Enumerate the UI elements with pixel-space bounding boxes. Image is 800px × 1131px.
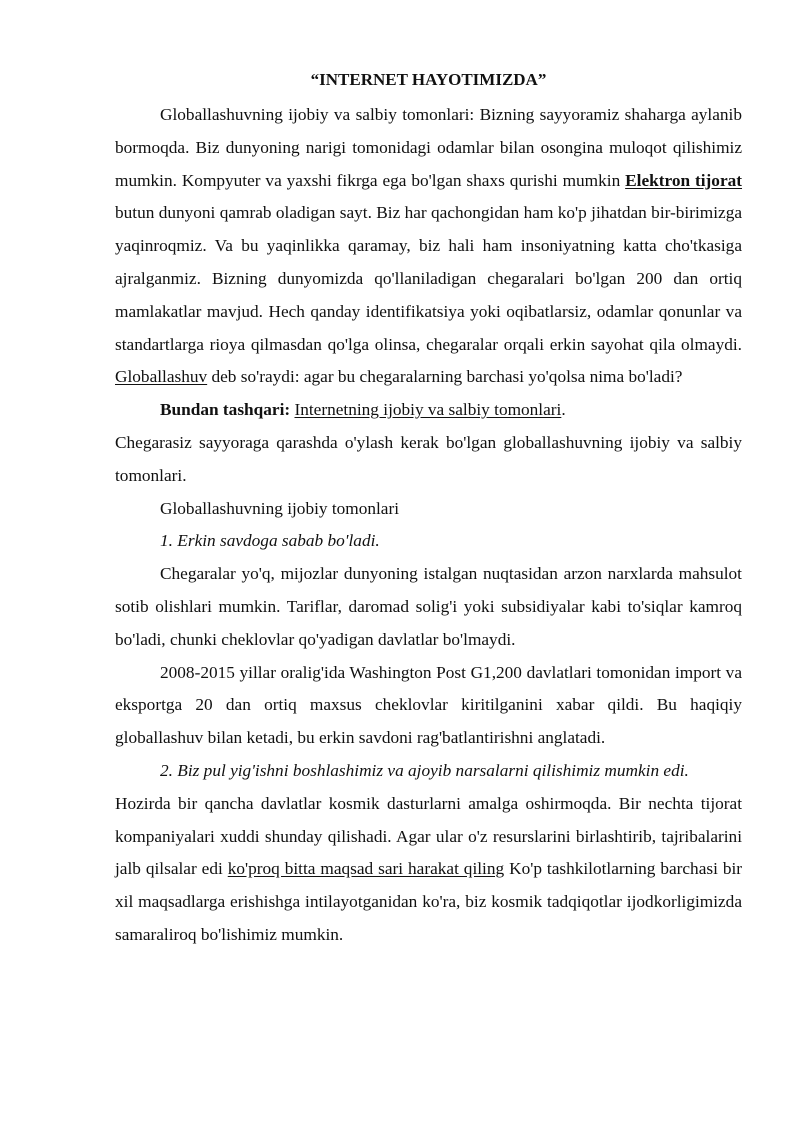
item-heading-money: 2. Biz pul yig'ishni boshlashimiz va ajoyib narsalarni qilishimiz mumkin edi. — [160, 760, 689, 780]
also-end: . — [561, 400, 566, 420]
intro-text-tail: deb so'raydi: agar bu chegaralarning barchasi yo'qolsa nima bo'ladi? — [211, 367, 683, 387]
paragraph-space-programs — [115, 788, 742, 952]
paragraph-washington-post: 2008-2015 yillar oralig'ida Washington Post G1,200 davlatlari tomonidan import va eksportga 20 dan ortiq maxsus cheklovlar kiritilganini xabar qildi. Bu haqiqiy globallashuv bilan ketadi, bu erkin savdoni rag'batlantirishni anglatadi. — [115, 662, 742, 748]
paragraph-free-trade: Chegaralar yo'q, mijozlar dunyoning istalgan nuqtasidan arzon narxlarda mahsulot sotib olishlari mumkin. Tariflar, daromad solig'i yoki subsidiyalar kabi to'siqlar kamroq bo'ladi, chunki cheklovlar qo'yadigan davlatlar bo'lmaydi. — [115, 564, 742, 649]
section-heading-positive: Globallashuvning ijobiy tomonlari — [160, 498, 400, 518]
also-label: Bundan tashqari: — [160, 400, 291, 420]
paragraph-borderless: Chegarasiz sayyoraga qarashda o'ylash kerak bo'lgan globallashuvning ijobiy va salbiy tomonlari. — [115, 432, 742, 485]
item-heading-free-trade: 1. Erkin savdoga sabab bo'ladi. — [160, 531, 380, 551]
intro-text-cont: butun dunyoni qamrab oladigan sayt. Biz har qachongidan ham ko'p jihatdan bir-birimizga yaqinroqmiz. Va bu yaqinlikka qaramay, biz hali ham insoniyatning katta cho'tkasiga ajralganmiz. Bizning dunyomizda qo'llaniladigan chegaralari bo'lgan 200 dan ortiq mamlakatlar mavjud. Hech qanday identifikatsiya yoki oqibatlarsiz, odamlar qonunlar va standartlarga rioya qilmasdan qo'lga olinsa, chegaralar orqali erkin sayohat qila olmaydi. — [115, 203, 742, 354]
page-title: “INTERNET HAYOTIMIZDA” — [310, 70, 547, 89]
space-text: Hozirda bir qancha davlatlar kosmik dasturlarni amalga oshirmoqda. Bir nechta tijorat kompaniyalari xuddi shunday qilishadi. Agar ular o'z resurslarini birlashtirib, tajribalarini jalb qilsalar edi — [115, 793, 742, 879]
internet-pros-cons-link[interactable]: Internetning ijobiy va salbiy tomonlari — [294, 400, 562, 420]
intro-text: Globallashuvning ijobiy va salbiy tomonlari: Bizning sayyoramiz shaharga aylanib bormoqda. Biz dunyoning narigi tomonidagi odamlar bilan osongina muloqot qilishimiz mumkin. Kompyuter va yaxshi fikrga ega bo'lgan shaxs qurishi mumkin — [115, 105, 742, 190]
paragraph-intro — [115, 99, 742, 394]
globallashuv-link[interactable]: Globallashuv — [115, 367, 208, 387]
elektron-tijorat-link[interactable]: Elektron tijorat — [625, 170, 743, 190]
document-page — [115, 68, 742, 952]
space-text-cont: Ko'p tashkilotlarning barchasi bir xil maqsadlarga erishishga intilayotganidan ko'ra, biz kosmik tadqiqotlar ijodkorligimizda samaraliroq bo'lishimiz mumkin. — [115, 859, 743, 944]
one-goal-link[interactable]: ko'proq bitta maqsad sari harakat qiling — [227, 859, 505, 879]
paragraph-also — [115, 394, 742, 427]
